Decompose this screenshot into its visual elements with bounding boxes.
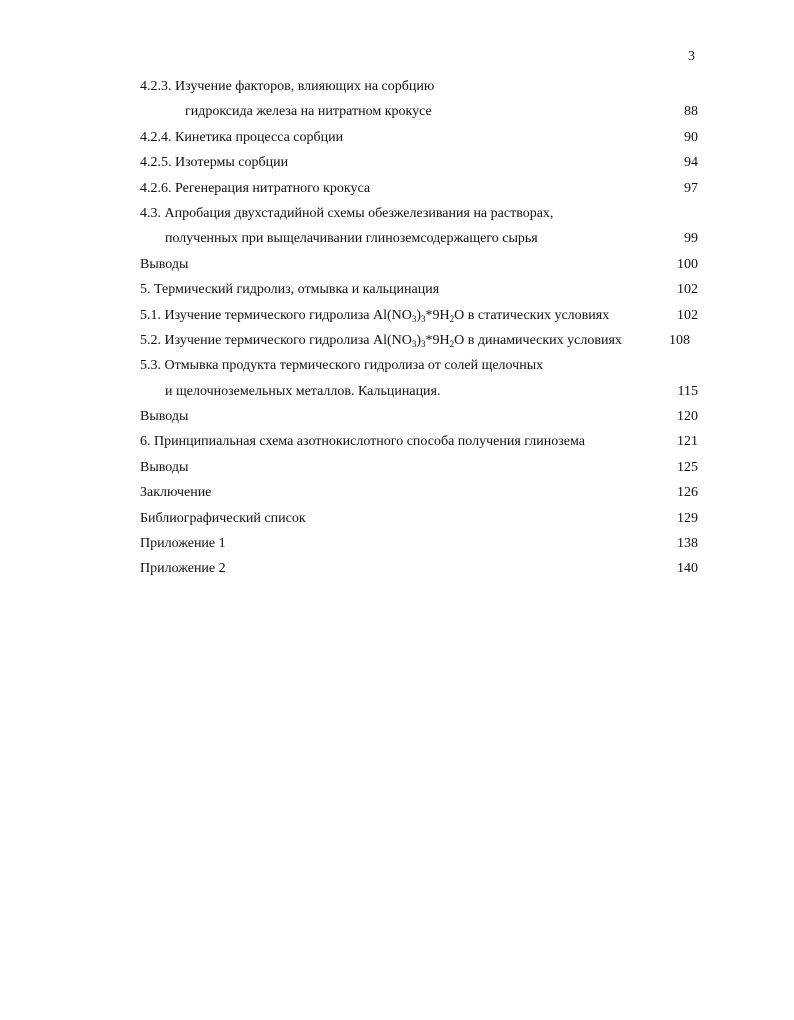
toc-entry-page: 94	[684, 155, 698, 171]
toc-entry-4-2-3	[140, 74, 700, 99]
toc-entry-conclusions-5	[140, 404, 700, 429]
toc-entry-page: 140	[677, 561, 698, 577]
toc-entry-bibliography	[140, 506, 700, 531]
toc-entry-title: Выводы	[140, 256, 189, 272]
toc-entry-title: 4.2.6. Регенерация нитратного крокуса	[140, 180, 371, 196]
toc-entry-page: 102	[677, 282, 698, 298]
toc-entry-title: Приложение 2	[140, 561, 226, 577]
toc-entry-page: 88	[684, 104, 698, 120]
toc-entry-page: 102	[677, 307, 698, 323]
toc-entry-4-3	[140, 201, 700, 226]
toc-entry-title: полученных при выщелачивании глиноземсодержащего сырья	[165, 231, 538, 247]
toc-entry-title: Выводы	[140, 409, 189, 425]
toc-entry-title: Приложение 1	[140, 536, 226, 552]
toc-entry-4-2-3-cont	[140, 99, 700, 124]
toc-entry-title: 5.1. Изучение термического гидролиза $Al(NO_3)_3*9H_2O$ в статических условиях	[140, 307, 610, 324]
toc-entry-conclusions-4	[140, 252, 700, 277]
toc-entry-4-2-5	[140, 150, 700, 175]
toc-entry-page: 90	[684, 129, 698, 145]
toc-entry-5-3-cont	[140, 379, 700, 404]
toc-entry-appendix-1	[140, 531, 700, 556]
toc-entry-title: 6. Принципиальная схема азотнокислотного способа получения глинозема	[140, 434, 585, 450]
toc-entry-4-2-4	[140, 125, 700, 150]
toc-entry-title: 4.2.5. Изотермы сорбции	[140, 155, 289, 171]
toc-entry-page: 138	[677, 536, 698, 552]
toc-entry-page: 126	[677, 485, 698, 501]
toc-entry-title: Заключение	[140, 485, 212, 501]
toc-entry-page: 129	[677, 510, 698, 526]
toc-entry-title: Библиографический список	[140, 510, 306, 526]
toc-entry-6	[140, 429, 700, 454]
toc-entry-page: 121	[677, 434, 698, 450]
toc-entry-title: Выводы	[140, 459, 189, 475]
toc-entry-page: 99	[684, 231, 698, 247]
toc-entry-conclusions-6	[140, 455, 700, 480]
toc-entry-title: 5.2. Изучение термического гидролиза $Al(NO_3)_3*9H_2O$ в динамических условиях	[140, 332, 622, 349]
page-number: 3	[688, 49, 695, 64]
toc-entry-page: 100	[677, 256, 698, 272]
toc-entry-title: 4.3. Апробация двухстадийной схемы обезжелезивания на растворах,	[140, 205, 554, 221]
toc-entry-5-1	[140, 303, 700, 328]
table-of-contents	[140, 74, 700, 582]
toc-entry-page: 115	[677, 383, 698, 399]
toc-entry-page: 108	[669, 332, 690, 348]
toc-entry-4-3-cont	[140, 226, 700, 251]
toc-entry-page: 120	[677, 409, 698, 425]
toc-entry-page: 97	[684, 180, 698, 196]
toc-entry-title: 4.2.3. Изучение факторов, влияющих на сорбцию	[140, 79, 435, 94]
toc-entry-5-3	[140, 353, 700, 378]
toc-entry-4-2-6	[140, 176, 700, 201]
toc-entry-summary	[140, 480, 700, 505]
toc-entry-title: 5.3. Отмывка продукта термического гидролиза от солей щелочных	[140, 358, 544, 374]
toc-entry-5	[140, 277, 700, 302]
toc-entry-5-2	[140, 328, 700, 353]
toc-entry-title: и щелочноземельных металлов. Кальцинация.	[165, 383, 441, 399]
toc-entry-page: 125	[677, 459, 698, 475]
toc-entry-title: 5. Термический гидролиз, отмывка и кальцинация	[140, 282, 440, 298]
toc-entry-appendix-2	[140, 556, 700, 581]
toc-entry-title: 4.2.4. Кинетика процесса сорбции	[140, 129, 344, 145]
toc-entry-title: гидроксида железа на нитратном крокусе	[185, 104, 432, 120]
